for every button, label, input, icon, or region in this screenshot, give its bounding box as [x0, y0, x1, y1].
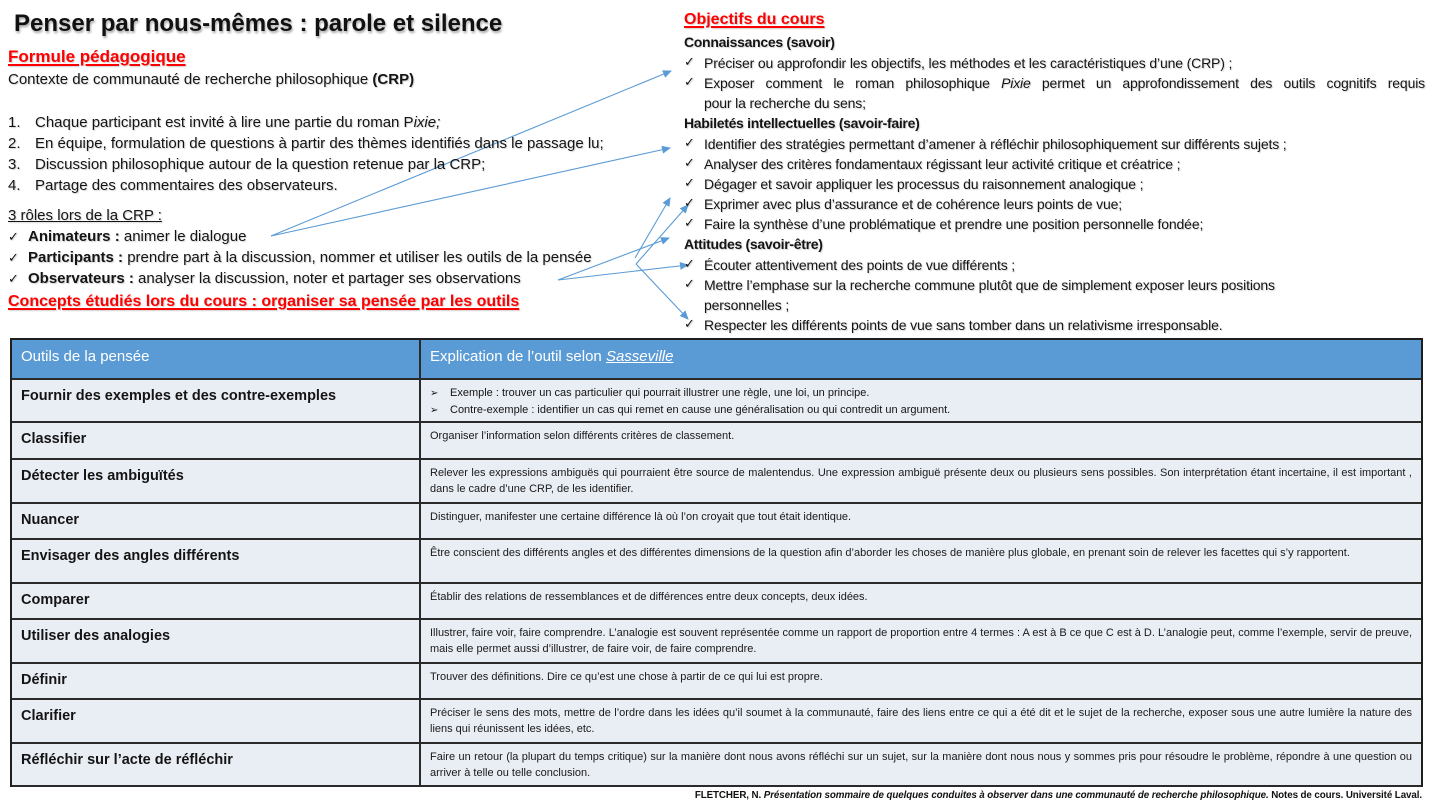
concepts-heading: Concepts étudiés lors du cours : organiser sa pensée par les outils	[8, 293, 520, 310]
objective-item	[684, 134, 1425, 154]
objective-item	[684, 315, 1425, 335]
table-header-row	[12, 340, 1421, 380]
thinking-tools-table	[10, 338, 1423, 787]
tool-name: Comparer	[21, 592, 90, 608]
tool-explanation: Illustrer, faire voir, faire comprendre. L’analogie est souvent représentée comme un rapport de proportion entre 4 termes : A est à B ce que C est à D. L’analogie peut, comme l’exemple, servir de preuve, mais elle permet aussi d’illustrer, de faire voir, de faire comprendre.	[430, 627, 1412, 655]
context-text: Contexte de communauté de recherche philosophique	[8, 71, 373, 88]
step-text: Partage des commentaires des observateurs.	[35, 177, 338, 194]
objective-item	[684, 53, 1425, 73]
step-item	[8, 154, 668, 175]
bullet-text: Contre-exemple : identifier un cas qui remet en cause une généralisation ou qui contredit un argument.	[450, 404, 951, 416]
page-title: Penser par nous-mêmes : parole et silence	[14, 10, 503, 37]
table-row	[12, 423, 1421, 460]
column-header-author: Sasseville	[605, 348, 674, 365]
table-row	[12, 540, 1421, 584]
check-icon: ✓	[684, 75, 695, 90]
check-icon: ✓	[8, 272, 19, 287]
objective-text-continued: personnelles ;	[704, 297, 790, 313]
role-name: Observateurs :	[28, 270, 134, 287]
check-icon: ✓	[684, 136, 695, 151]
step-number: 1.	[8, 114, 21, 131]
source-citation	[695, 789, 1422, 803]
objective-text: Exprimer avec plus d’assurance et de cohérence leurs points de vue;	[704, 196, 1122, 212]
step-item	[8, 175, 668, 196]
objective-item	[684, 255, 1425, 275]
arrow-participants-to-exprimer	[636, 205, 688, 264]
formule-heading: Formule pédagogique	[8, 47, 186, 66]
tool-name: Clarifier	[21, 708, 76, 724]
tool-name: Définir	[21, 672, 67, 688]
objective-text: Écouter attentivement des points de vue différents ;	[704, 257, 1016, 273]
objective-item	[684, 275, 1425, 315]
step-number: 2.	[8, 135, 21, 152]
role-item-observateurs	[8, 268, 521, 290]
role-item-participants	[8, 247, 592, 269]
tool-explanation: Distinguer, manifester une certaine différence là où l’on croyait que tout était identique.	[430, 511, 852, 523]
step-text: Discussion philosophique autour de la question retenue par la CRP;	[35, 156, 486, 173]
role-desc: prendre part à la discussion, nommer et utiliser les outils de la pensée	[123, 249, 592, 266]
role-desc: analyser la discussion, noter et partager ses observations	[133, 270, 521, 287]
step-item	[8, 112, 668, 133]
step-text-italic: ixie;	[413, 114, 441, 131]
check-icon: ✓	[684, 277, 695, 292]
column-header-explanation	[421, 340, 1421, 378]
objective-item	[684, 214, 1425, 234]
context-line	[8, 69, 414, 90]
tool-name: Classifier	[21, 431, 87, 447]
tool-explanation: Préciser le sens des mots, mettre de l’ordre dans les idées qu’il soumet à la communauté, faire des liens entre ce qui a été dit et le sujet de la recherche, exposer sous une autre lumière la nature des liens qui réunissent les idées, etc.	[430, 707, 1412, 735]
objective-text-continued: pour la recherche du sens;	[704, 95, 866, 111]
tool-name: Nuancer	[21, 512, 80, 528]
check-icon: ✓	[8, 230, 19, 245]
tool-explanation: Organiser l’information selon différents critères de classement.	[430, 430, 735, 442]
column-header-text: Explication de l’outil selon	[430, 348, 606, 365]
bullet-item	[430, 385, 1412, 402]
step-text: Chaque participant est invité à lire une partie du roman P	[35, 114, 414, 131]
objective-text: Préciser ou approfondir les objectifs, les méthodes et les caractéristiques d’une (CRP) ;	[704, 55, 1233, 71]
tool-name: Fournir des exemples et des contre-exemples	[21, 388, 337, 404]
arrow-participants-to-habiletes-4	[635, 198, 670, 258]
tool-explanation: Relever les expressions ambiguës qui pourraient être source de malentendus. Une expression ambiguë présente deux ou plusieurs sens possibles. Son interprétation étant incertaine, il est important , dans le cadre d’une CRP, de les identifier.	[430, 467, 1412, 495]
objective-text-italic: Pixie	[1001, 75, 1031, 91]
tool-name: Utiliser des analogies	[21, 628, 171, 644]
step-number: 3.	[8, 156, 21, 173]
objective-text: permet un approfondissement des outils cognitifs requis	[1030, 75, 1426, 91]
bullet-text: Exemple : trouver un cas particulier qui pourrait illustrer une règle, une loi, un principe.	[450, 387, 870, 399]
check-icon: ✓	[684, 216, 695, 231]
check-icon: ✓	[684, 317, 695, 332]
table-row	[12, 620, 1421, 664]
arrow-bullet-icon: ➢	[430, 388, 439, 399]
objective-item	[684, 174, 1425, 194]
role-item-animateurs	[8, 226, 246, 248]
citation-rest: Notes de cours. Université Laval.	[1268, 790, 1422, 801]
table-row	[12, 460, 1421, 504]
objectifs-heading: Objectifs du cours	[684, 11, 825, 28]
habiletes-heading: Habiletés intellectuelles (savoir-faire)	[684, 115, 920, 131]
step-item	[8, 133, 668, 154]
check-icon: ✓	[684, 55, 695, 70]
tool-explanation: Faire un retour (la plupart du temps critique) sur la manière dont nous avons réfléchi sur un sujet, sur la manière dont nous nous y sommes pris pour résoudre le problème, répondre à une question ou arriver à telle ou telle conclusion.	[430, 751, 1412, 779]
context-crp: (CRP)	[372, 71, 415, 88]
check-icon: ✓	[684, 257, 695, 272]
table-row	[12, 664, 1421, 700]
roles-heading: 3 rôles lors de la CRP :	[8, 207, 162, 224]
arrow-participants-to-respecter	[636, 264, 688, 319]
connaissances-heading: Connaissances (savoir)	[684, 34, 835, 50]
tool-explanation: Être conscient des différents angles et des différentes dimensions de la question afin d’aborder les choses de manière plus globale, en prenant soin de relever les facettes qui s’y rapportent.	[430, 547, 1350, 559]
objective-text: Dégager et savoir appliquer les processus du raisonnement analogique ;	[704, 176, 1144, 192]
tool-explanation: Établir des relations de ressemblances et de différences entre deux concepts, deux idées.	[430, 591, 868, 603]
objective-text: Analyser des critères fondamentaux régissant leur activité critique et créatrice ;	[704, 156, 1181, 172]
step-text: En équipe, formulation de questions à partir des thèmes identifiés dans le passage lu;	[35, 135, 604, 152]
tool-explanation: Trouver des définitions. Dire ce qu’est une chose à partir de ce qui lui est propre.	[430, 671, 823, 683]
citation-author: FLETCHER, N.	[694, 790, 764, 801]
role-name: Participants :	[28, 249, 124, 266]
objective-item	[684, 194, 1425, 214]
bullet-item	[430, 402, 1412, 419]
tool-name: Réfléchir sur l’acte de réfléchir	[21, 752, 233, 768]
table-row	[12, 744, 1421, 787]
tool-name: Détecter les ambiguïtés	[21, 468, 184, 484]
check-icon: ✓	[8, 251, 19, 266]
table-row	[12, 380, 1421, 423]
citation-title: Présentation sommaire de quelques conduites à observer dans une communauté de recherche philosophique.	[763, 790, 1269, 801]
objective-text: Faire la synthèse d’une problématique et prendre une position personnelle fondée;	[704, 216, 1204, 232]
objective-item	[684, 154, 1425, 174]
check-icon: ✓	[684, 176, 695, 191]
column-header-tools: Outils de la pensée	[12, 340, 421, 378]
objective-text: Identifier des stratégies permettant d’amener à réfléchir philosophiquement sur différents sujets ;	[704, 136, 1287, 152]
arrow-bullet-icon: ➢	[430, 405, 439, 416]
table-row	[12, 584, 1421, 620]
objective-text: Mettre l’emphase sur la recherche commune plutôt que de simplement exposer leurs positions	[704, 277, 1275, 293]
check-icon: ✓	[684, 196, 695, 211]
table-row	[12, 700, 1421, 744]
tool-name: Envisager des angles différents	[21, 548, 240, 564]
role-desc: animer le dialogue	[119, 228, 247, 245]
objective-text: Respecter les différents points de vue sans tomber dans un relativisme irresponsable.	[704, 317, 1223, 333]
check-icon: ✓	[684, 156, 695, 171]
attitudes-heading: Attitudes (savoir-être)	[684, 236, 823, 252]
role-name: Animateurs :	[28, 228, 120, 245]
table-row	[12, 504, 1421, 540]
objective-item	[684, 73, 1425, 113]
step-number: 4.	[8, 177, 21, 194]
objective-text: Exposer comment le roman philosophique	[704, 75, 1002, 91]
